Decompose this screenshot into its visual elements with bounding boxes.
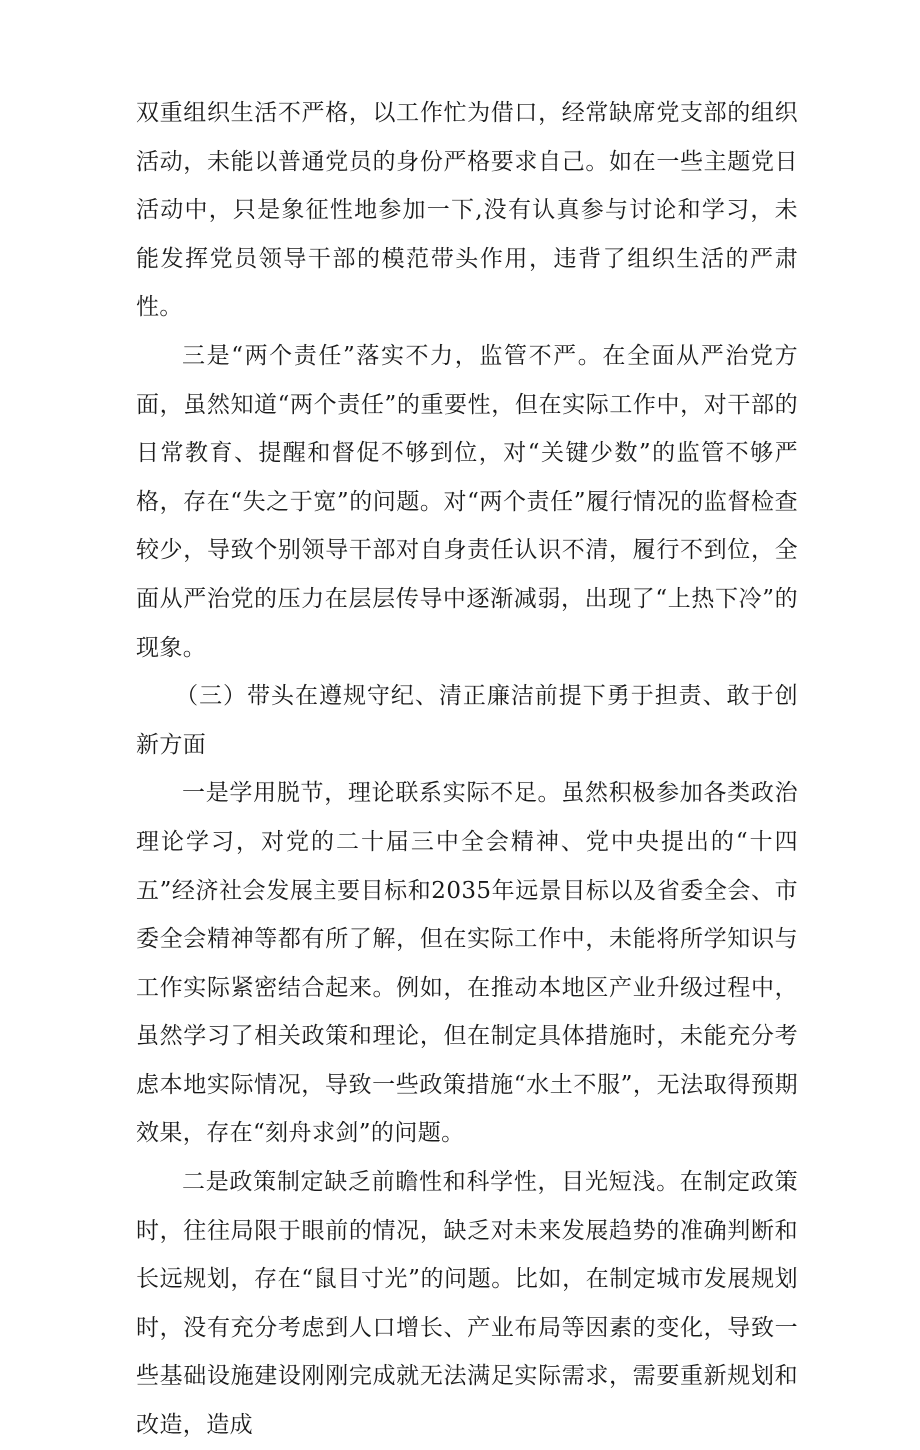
paragraph-study-practice: 一是学用脱节，理论联系实际不足。虽然积极参加各类政治理论学习，对党的二十届三中全会精神、党中央提出的“十四五”经济社会发展主要目标和2035年远景目标以及省委全会、市委全会精神等都有所了解，但在实际工作中，未能将所学知识与工作实际紧密结合起来。例如，在推动本地区产业升级过程中，虽然学习了相关政策和理论，但在制定具体措施时，未能充分考虑本地实际情况，导致一些政策措施“水土不服”，无法取得预期效果，存在“刻舟求剑”的问题。 (136, 780, 798, 1147)
paragraph-two-responsibilities: 三是“两个责任”落实不力，监管不严。在全面从严治党方面，虽然知道“两个责任”的重要性，但在实际工作中，对干部的日常教育、提醒和督促不够到位，对“关键少数”的监管不够严格，存在“失之于宽”的问题。对“两个责任”履行情况的监督检查较少，导致个别领导干部对自身责任认识不清，履行不到位，全面从严治党的压力在层层传导中逐渐减弱，出现了“上热下冷”的现象。 (136, 342, 798, 661)
section-heading-three: （三）带头在遵规守纪、清正廉洁前提下勇于担责、敢于创新方面 (136, 683, 798, 758)
paragraph-policy-making: 二是政策制定缺乏前瞻性和科学性，目光短浅。在制定政策时，往往局限于眼前的情况，缺乏对未来发展趋势的准确判断和长远规划，存在“鼠目寸光”的问题。比如，在制定城市发展规划时，没有充分考虑到人口增长、产业布局等因素的变化，导致一些基础设施建设刚刚完成就无法满足实际需求，需要重新规划和改造，造成 (136, 1169, 798, 1439)
paragraph-continuation: 双重组织生活不严格，以工作忙为借口，经常缺席党支部的组织活动，未能以普通党员的身份严格要求自己。如在一些主题党日活动中，只是象征性地参加一下,没有认真参与讨论和学习，未能发挥党员领导干部的模范带头作用，违背了组织生活的严肃性。 (136, 100, 798, 321)
document-body (136, 89, 798, 1450)
